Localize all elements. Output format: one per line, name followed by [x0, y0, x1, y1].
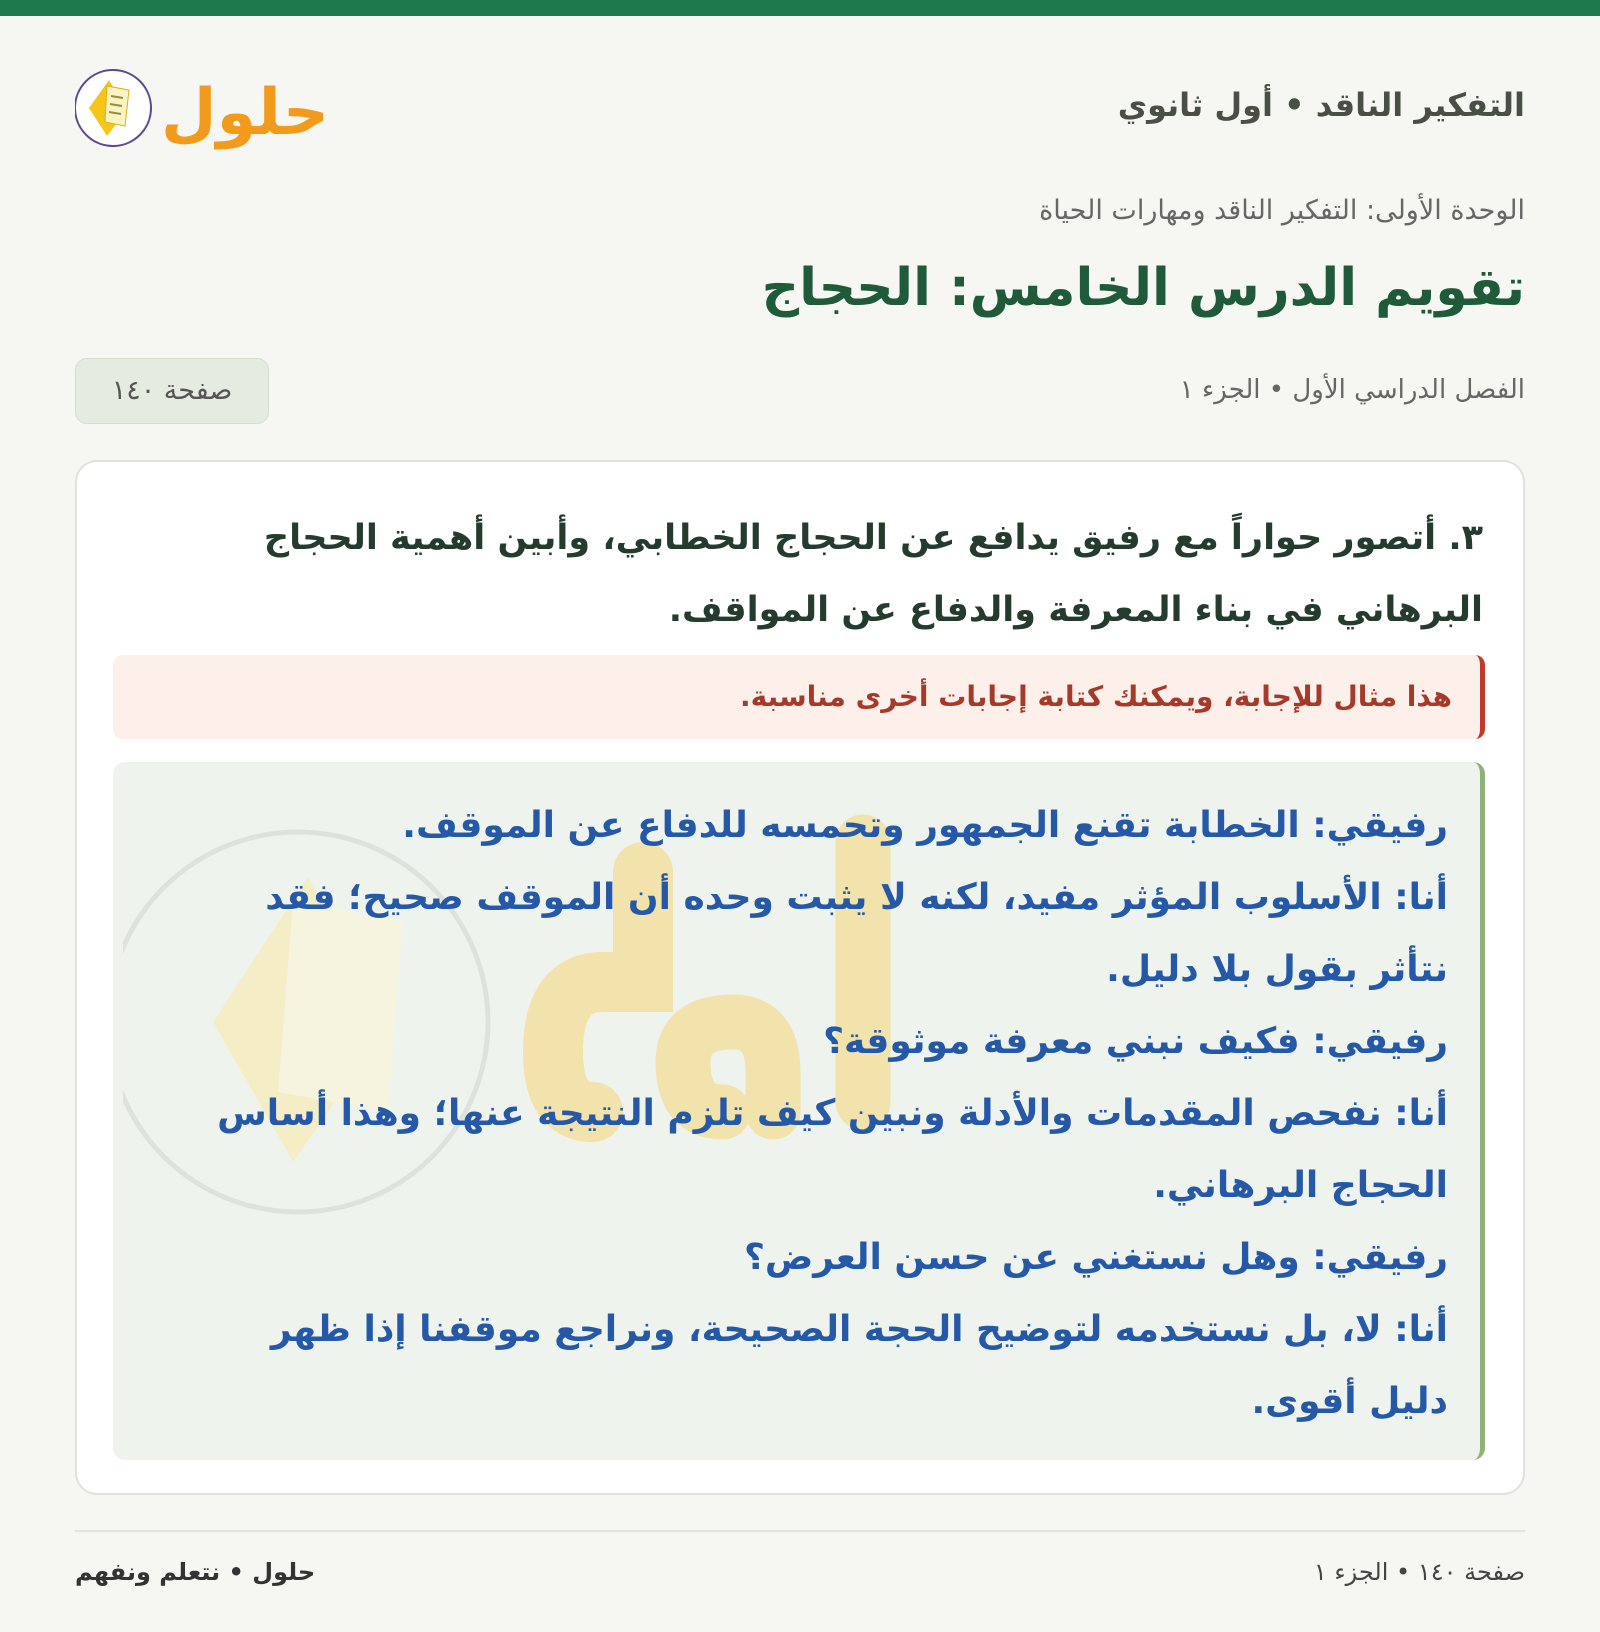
question-card	[75, 460, 1525, 1495]
top-accent-bar	[0, 0, 1600, 16]
dialogue-line: أنا: الأسلوب المؤثر مفيد، لكنه لا يثبت وحده أن الموقف صحيح؛ فقد نتأثر بقول بلا دليل.	[265, 877, 1448, 990]
unit-label: الوحدة الأولى: التفكير الناقد ومهارات الحياة	[1039, 195, 1525, 226]
term-label: الفصل الدراسي الأول • الجزء ١	[1179, 375, 1525, 405]
svg-text:حلول: حلول	[161, 76, 329, 150]
hulool-logo	[75, 50, 335, 160]
footer-page-info: صفحة ١٤٠ • الجزء ١	[1313, 1558, 1525, 1586]
footer-brand: حلول • نتعلم ونفهم	[75, 1558, 316, 1586]
subject-title: التفكير الناقد • أول ثانوي	[1117, 86, 1525, 124]
dialogue-list	[198, 790, 1448, 1438]
answer-note: هذا مثال للإجابة، ويمكنك كتابة إجابات أخرى مناسبة.	[113, 655, 1485, 739]
dialogue-line: أنا: لا، بل نستخدمه لتوضيح الحجة الصحيحة، ونراجع موقفنا إذا ظهر دليل أقوى.	[270, 1309, 1448, 1422]
dialogue-line: رفيقي: الخطابة تقنع الجمهور وتحمسه للدفاع عن الموقف.	[402, 805, 1448, 846]
lesson-title: تقويم الدرس الخامس: الحجاج	[761, 258, 1525, 318]
answer-box	[113, 762, 1485, 1460]
dialogue-line: رفيقي: وهل نستغني عن حسن العرض؟	[744, 1237, 1448, 1278]
question-text: ٣. أتصور حواراً مع رفيق يدافع عن الحجاج الخطابي، وأبين أهمية الحجاج البرهاني في بناء المعرفة والدفاع عن المواقف.	[263, 518, 1483, 630]
page-header	[75, 50, 1525, 170]
dialogue-line: أنا: نفحص المقدمات والأدلة ونبين كيف تلزم النتيجة عنها؛ وهذا أساس الحجاج البرهاني.	[217, 1093, 1448, 1206]
dialogue-line: رفيقي: فكيف نبني معرفة موثوقة؟	[823, 1021, 1448, 1062]
footer-divider	[75, 1530, 1525, 1532]
page-badge: صفحة ١٤٠	[75, 358, 269, 424]
